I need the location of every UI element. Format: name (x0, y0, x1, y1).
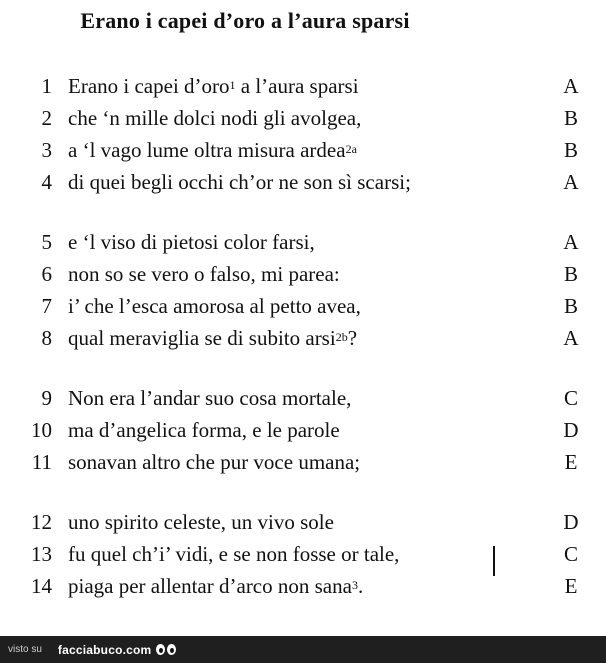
verse-line (0, 570, 606, 602)
rhyme-letter: B (563, 262, 578, 286)
verse-text (68, 102, 361, 134)
verse-line (0, 322, 606, 354)
verse-text-main: che ‘n mille dolci nodi gli avolgea, (68, 106, 362, 130)
footnote-marker: 2b (335, 330, 348, 344)
verse-text-main: Non era l’andar suo cosa mortale, (68, 386, 352, 410)
verse-number: 14 (31, 574, 52, 598)
verse-text-main: Erano i capei d’oro (68, 74, 230, 98)
rhyme-letter: C (563, 542, 578, 566)
verse-line (0, 70, 606, 102)
stanza (0, 70, 606, 198)
footnote-marker: 3 (351, 578, 358, 592)
verse-line (0, 258, 606, 290)
verse-line (0, 134, 606, 166)
poem-body (0, 70, 606, 630)
verse-line (0, 446, 606, 478)
verse-line (0, 226, 606, 258)
footer-brand[interactable]: facciabuco.com (57, 642, 152, 657)
verse-text-main: i’ che l’esca amorosa al petto avea, (68, 294, 361, 318)
verse-text (68, 290, 361, 322)
rhyme-letter: A (563, 326, 579, 350)
poem-title: Erano i capei d’oro a l’aura sparsi (80, 8, 410, 33)
verse-text-main: di quei begli occhi ch’or ne son sì scarsi; (68, 170, 411, 194)
verse-text (68, 70, 359, 102)
verse-text-main: ma d’angelica forma, e le parole (68, 418, 340, 442)
verse-number: 1 (41, 74, 52, 98)
verse-number: 9 (41, 386, 52, 410)
eyes-logo-icon (156, 644, 176, 655)
verse-line (0, 102, 606, 134)
verse-text-main: fu quel ch’i’ vidi, e se non fosse or tale, (68, 542, 400, 566)
verse-text (68, 506, 334, 538)
verse-number: 2 (41, 106, 52, 130)
rhyme-letter: D (563, 418, 579, 442)
rhyme-letter: E (564, 574, 578, 598)
verse-text-tail: a l’aura sparsi (235, 74, 359, 98)
verse-text-main: qual meraviglia se di subito arsi (68, 326, 336, 350)
verse-text (68, 538, 399, 570)
verse-text (68, 414, 340, 446)
verse-line (0, 290, 606, 322)
verse-number: 5 (41, 230, 52, 254)
verse-text-main: piaga per allentar d’arco non sana (68, 574, 352, 598)
verse-line (0, 506, 606, 538)
verse-number: 3 (41, 138, 52, 162)
stanza (0, 226, 606, 354)
verse-text (68, 446, 360, 478)
text-cursor (493, 546, 495, 576)
verse-line (0, 538, 606, 570)
rhyme-letter: B (563, 294, 578, 318)
rhyme-letter: D (563, 510, 579, 534)
verse-text (68, 226, 315, 258)
verse-number: 8 (41, 326, 52, 350)
rhyme-letter: B (563, 138, 578, 162)
verse-text (68, 570, 363, 602)
rhyme-letter: A (563, 170, 579, 194)
verse-line (0, 166, 606, 198)
verse-text (68, 382, 351, 414)
rhyme-letter: B (563, 106, 578, 130)
verse-line (0, 414, 606, 446)
rhyme-letter: A (563, 74, 579, 98)
stanza (0, 506, 606, 602)
rhyme-letter: A (563, 230, 579, 254)
verse-text (68, 134, 357, 166)
verse-line (0, 382, 606, 414)
verse-text-main: non so se vero o falso, mi parea: (68, 262, 340, 286)
footnote-marker: 2a (345, 142, 357, 156)
verse-text-main: e ‘l viso di pietosi color farsi, (68, 230, 315, 254)
footnote-marker: 1 (229, 78, 236, 92)
rhyme-letter: E (564, 450, 578, 474)
verse-number: 4 (41, 170, 52, 194)
verse-number: 13 (31, 542, 52, 566)
stanza (0, 382, 606, 478)
verse-number: 11 (31, 450, 52, 474)
verse-text-main: sonavan altro che pur voce umana; (68, 450, 361, 474)
verse-text (68, 166, 411, 198)
verse-number: 6 (41, 262, 52, 286)
verse-number: 7 (41, 294, 52, 318)
verse-text-tail: ? (347, 326, 358, 350)
rhyme-letter: C (563, 386, 578, 410)
verse-text-main: a ‘l vago lume oltra misura ardea (68, 138, 346, 162)
verse-number: 12 (31, 510, 52, 534)
footer-visto-su: visto su (8, 644, 42, 655)
verse-text-main: uno spirito celeste, un vivo sole (68, 510, 334, 534)
verse-number: 10 (31, 418, 52, 442)
verse-text (68, 258, 340, 290)
watermark-footer (0, 636, 606, 663)
verse-text-tail: . (357, 574, 364, 598)
verse-text (68, 322, 357, 354)
